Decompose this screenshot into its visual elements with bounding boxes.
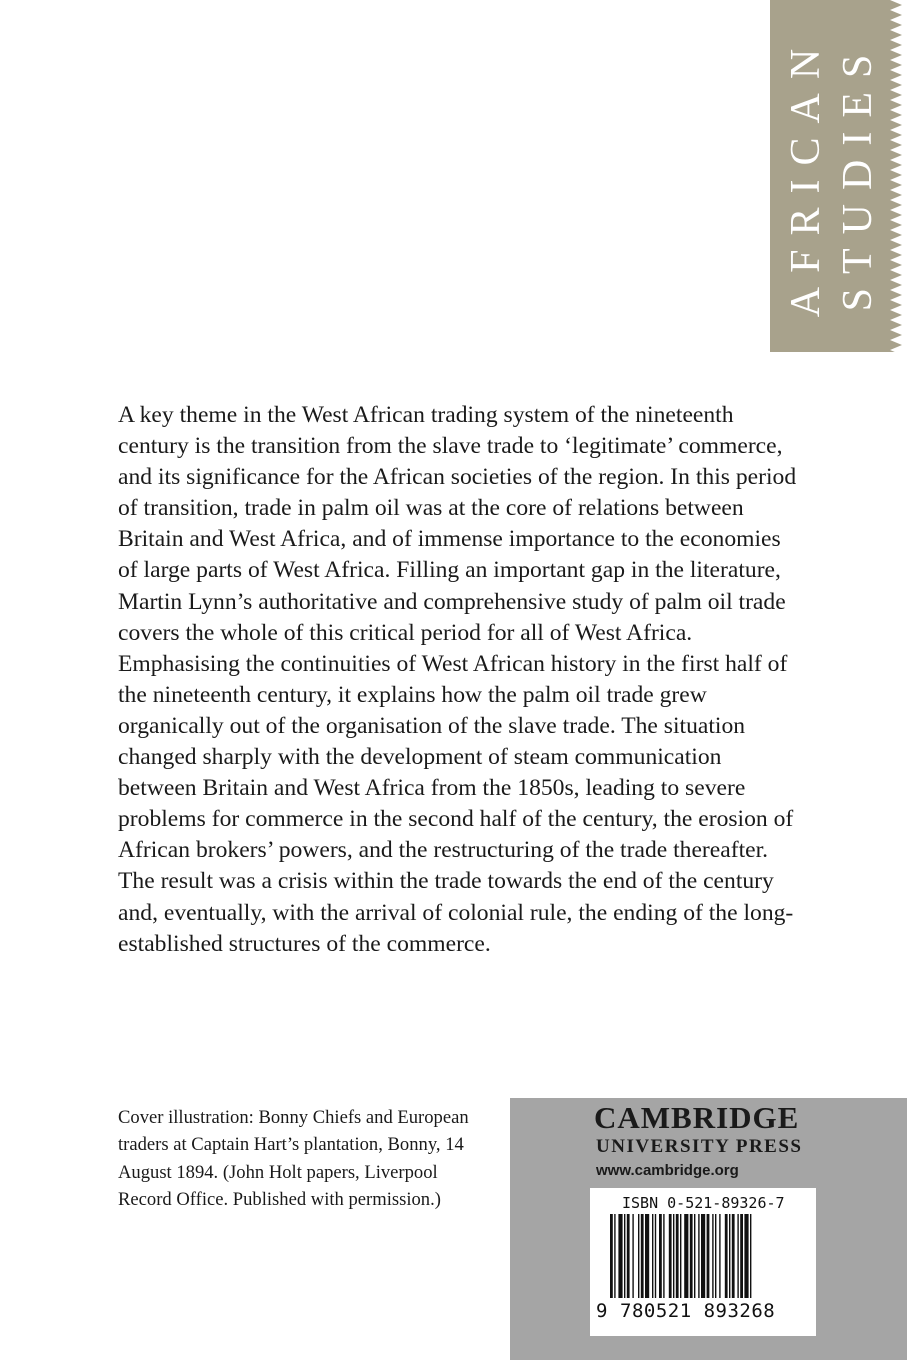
- barcode-icon: [602, 1214, 804, 1304]
- isbn-number: ISBN 0-521-89326-7: [622, 1194, 785, 1212]
- publisher-name: CAMBRIDGE: [594, 1100, 800, 1135]
- publisher-url: www.cambridge.org: [596, 1162, 739, 1179]
- publisher-subtitle: UNIVERSITY PRESS: [596, 1136, 803, 1157]
- publisher-box: [510, 1098, 907, 1360]
- cover-illustration-caption: Cover illustration: Bonny Chiefs and European traders at Captain Hart’s plantation, Bonny, 14 August 1894. (John Holt papers, Liverpool Record Office. Published with permission.): [118, 1107, 469, 1210]
- series-word-african: AFRICAN: [783, 34, 829, 318]
- ean-first-digit: 9: [596, 1300, 608, 1322]
- book-blurb: A key theme in the West African trading system of the nineteenth century is the transition from the slave trade to ‘legitimate’ commerce, and its significance for the African societies of the region. In this period of transition, trade in palm oil was at the core of relations between Britain and West Africa, and of immense importance to the economies of large parts of West Africa. Filling an important gap in the literature, Martin Lynn’s authoritative and comprehensive study of palm oil trade covers the whole of this critical period for all of West Africa. Emphasising the continuities of West African history in the first half of the nineteenth century, it explains how the palm oil trade grew organically out of the organisation of the slave trade. The situation changed sharply with the development of steam communication between Britain and West Africa from the 1850s, leading to severe problems for commerce in the second half of the century, the erosion of African brokers’ powers, and the restructuring of the trade thereafter. The result was a crisis within the trade towards the end of the century and, eventually, with the arrival of colonial rule, the ending of the long-established structures of the commerce.: [118, 402, 797, 957]
- series-word-studies: STUDIES: [835, 40, 881, 312]
- barcode-label: [590, 1188, 816, 1336]
- zigzag-edge: [890, 0, 904, 352]
- ean-digits: 780521 893268: [620, 1300, 776, 1322]
